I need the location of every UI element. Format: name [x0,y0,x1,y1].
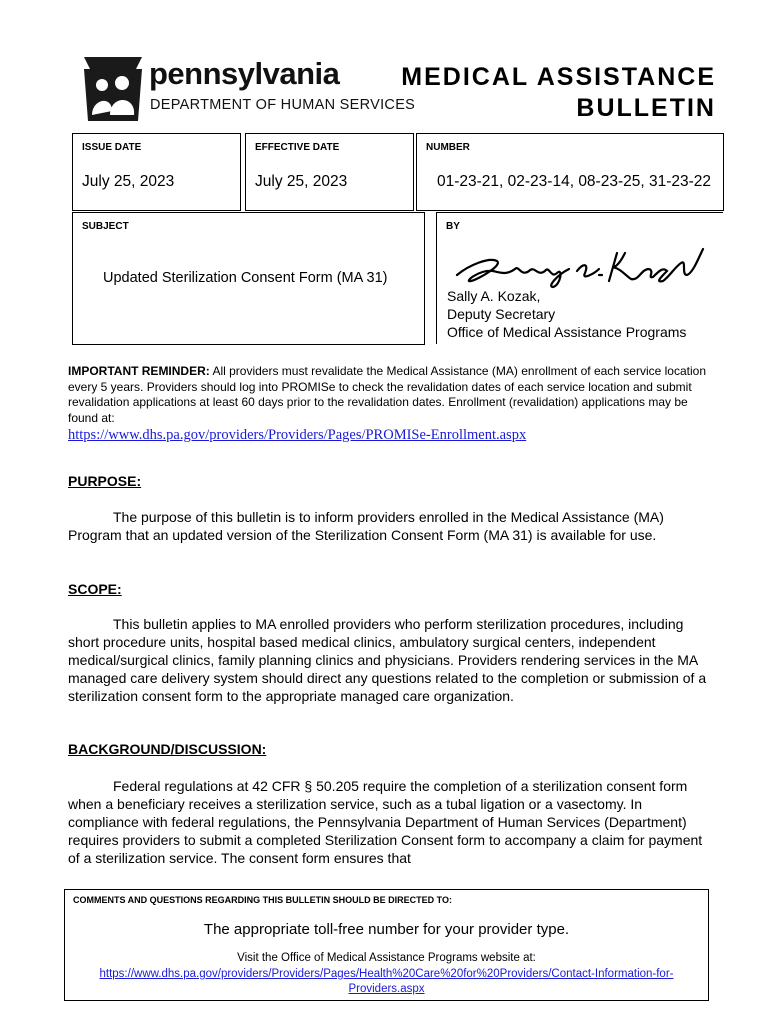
pa-dhs-logo [82,55,416,125]
bulletin-title [401,62,716,124]
scope-heading: SCOPE: [68,581,122,597]
bulletin-number-value: 01-23-21, 02-23-14, 08-23-25, 31-23-22 [437,173,712,190]
promise-enrollment-link[interactable]: https://www.dhs.pa.gov/providers/Providers/Pages/PROMISe-Enrollment.aspx [68,427,527,443]
contact-main-text: The appropriate toll-free number for your provider type. [203,921,570,938]
contact-box [64,889,709,1001]
bulletin-title-line1: MEDICAL ASSISTANCE [401,63,716,91]
scope-paragraph [68,615,708,705]
contact-visit-text: Visit the Office of Medical Assistance Programs website at: [237,952,536,964]
purpose-paragraph [68,508,708,544]
contact-label: COMMENTS AND QUESTIONS REGARDING THIS BULLETIN SHOULD BE DIRECTED TO: [73,895,453,905]
signed-by-box [436,212,723,344]
purpose-text: The purpose of this bulletin is to inform providers enrolled in the Medical Assistance (MA) Program that an updated version of the Sterilization Consent Form (MA 31) is available for use. [68,509,664,543]
effective-date-value: July 25, 2023 [255,173,348,190]
subject-box [72,212,425,345]
signer-name: Sally A. Kozak, [447,288,541,304]
important-reminder [68,364,708,426]
issue-date-label: ISSUE DATE [82,142,142,153]
purpose-heading: PURPOSE: [68,473,142,489]
bulletin-number-box [416,133,724,211]
effective-date-box [245,133,414,211]
signer-title: Deputy Secretary [447,306,556,322]
reminder-text: All providers must revalidate the Medical Assistance (MA) enrollment of each service location every 5 years. Providers should log into PROMISe to check the revalidation dates of each service location and submit revalidation applications at least 60 days prior to the revalidation dates. Enrollment (revalidation) applications may be found at: [68,364,706,425]
background-heading: BACKGROUND/DISCUSSION: [68,741,267,757]
handwritten-signature [449,235,709,289]
logo-state-name: pennsylvania [149,56,340,91]
issue-date-box [72,133,241,211]
keystone-family-icon [82,55,144,123]
scope-text: This bulletin applies to MA enrolled providers who perform sterilization procedures, including short procedure units, hospital based medical clinics, ambulatory surgical centers, independent medical/surgical clinics, family planning clinics and physicians. Providers rendering services in the MA managed care delivery system should direct any questions related to the completion or submission of a sterilization consent form to the appropriate managed care organization. [68,616,707,704]
bulletin-title-line2: BULLETIN [576,94,716,122]
background-text: Federal regulations at 42 CFR § 50.205 require the completion of a sterilization consent form when a beneficiary receives a sterilization service, such as a tubal ligation or a vasectomy. In compliance with federal regulations, the Pennsylvania Department of Human Services (Department) requires providers to submit a completed Sterilization Consent form to accompany a claim for payment of a sterilization service. The consent form ensures that [68,778,703,866]
reminder-lead: IMPORTANT REMINDER: [68,364,210,378]
issue-date-value: July 25, 2023 [82,173,175,190]
signed-by-label: BY [446,221,460,232]
subject-value: Updated Sterilization Consent Form (MA 31) [103,270,388,286]
contact-information-link[interactable]: https://www.dhs.pa.gov/providers/Providers/Pages/Health%20Care%20for%20Providers/Contact-Information-for-Providers.aspx [99,968,674,995]
bulletin-number-label: NUMBER [426,142,470,153]
effective-date-label: EFFECTIVE DATE [255,142,340,153]
logo-department-name: DEPARTMENT OF HUMAN SERVICES [150,97,416,113]
background-paragraph [68,777,708,867]
subject-label: SUBJECT [82,221,129,232]
signer-office: Office of Medical Assistance Programs [447,324,687,340]
signer-block [447,287,686,341]
